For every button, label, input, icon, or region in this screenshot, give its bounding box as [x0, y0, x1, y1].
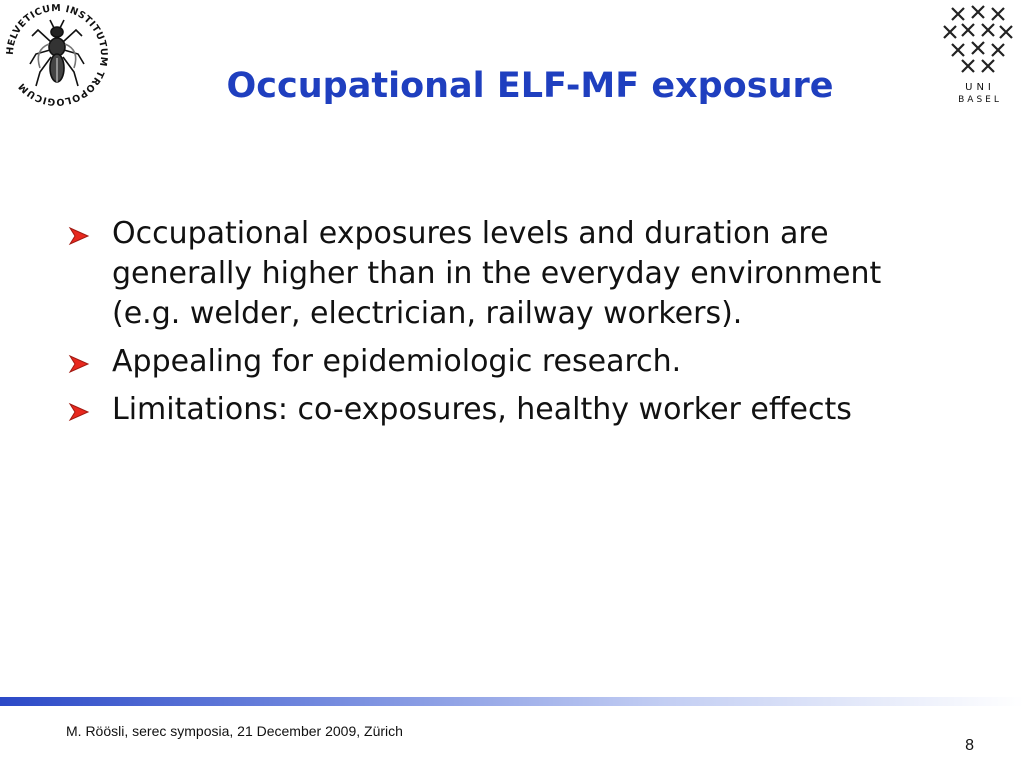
bullet-text: Limitations: co-exposures, healthy worker effects: [112, 392, 852, 427]
arrow-bullet-icon: [68, 226, 90, 246]
bullet-item: [66, 390, 946, 430]
arrow-bullet-icon: [68, 354, 90, 374]
arrow-bullet-icon: [68, 402, 90, 422]
uni-basel-line2: BASEL: [958, 95, 1002, 104]
bullet-item: [66, 214, 946, 334]
uni-basel-logo-icon: [938, 0, 1022, 104]
insect-drawing: [30, 20, 84, 86]
institute-seal-icon: [2, 2, 112, 108]
bullet-item: [66, 342, 946, 382]
footer-citation: M. Röösli, serec symposia, 21 December 2009, Zürich: [66, 723, 403, 739]
bullet-text: Occupational exposures levels and duration are generally higher than in the everyday environment (e.g. welder, electrician, railway workers).: [112, 216, 882, 331]
page-number: 8: [965, 737, 974, 754]
bullet-list: [66, 214, 946, 438]
footer-gradient-bar: [0, 697, 1024, 706]
bullet-text: Appealing for epidemiologic research.: [112, 344, 682, 379]
slide-title: Occupational ELF-MF exposure: [226, 66, 834, 106]
uni-basel-line1: UNI: [965, 82, 995, 93]
seal-ring-text: HELVETICUM INSTITUTUM TROPOLOGICUM: [4, 2, 110, 108]
